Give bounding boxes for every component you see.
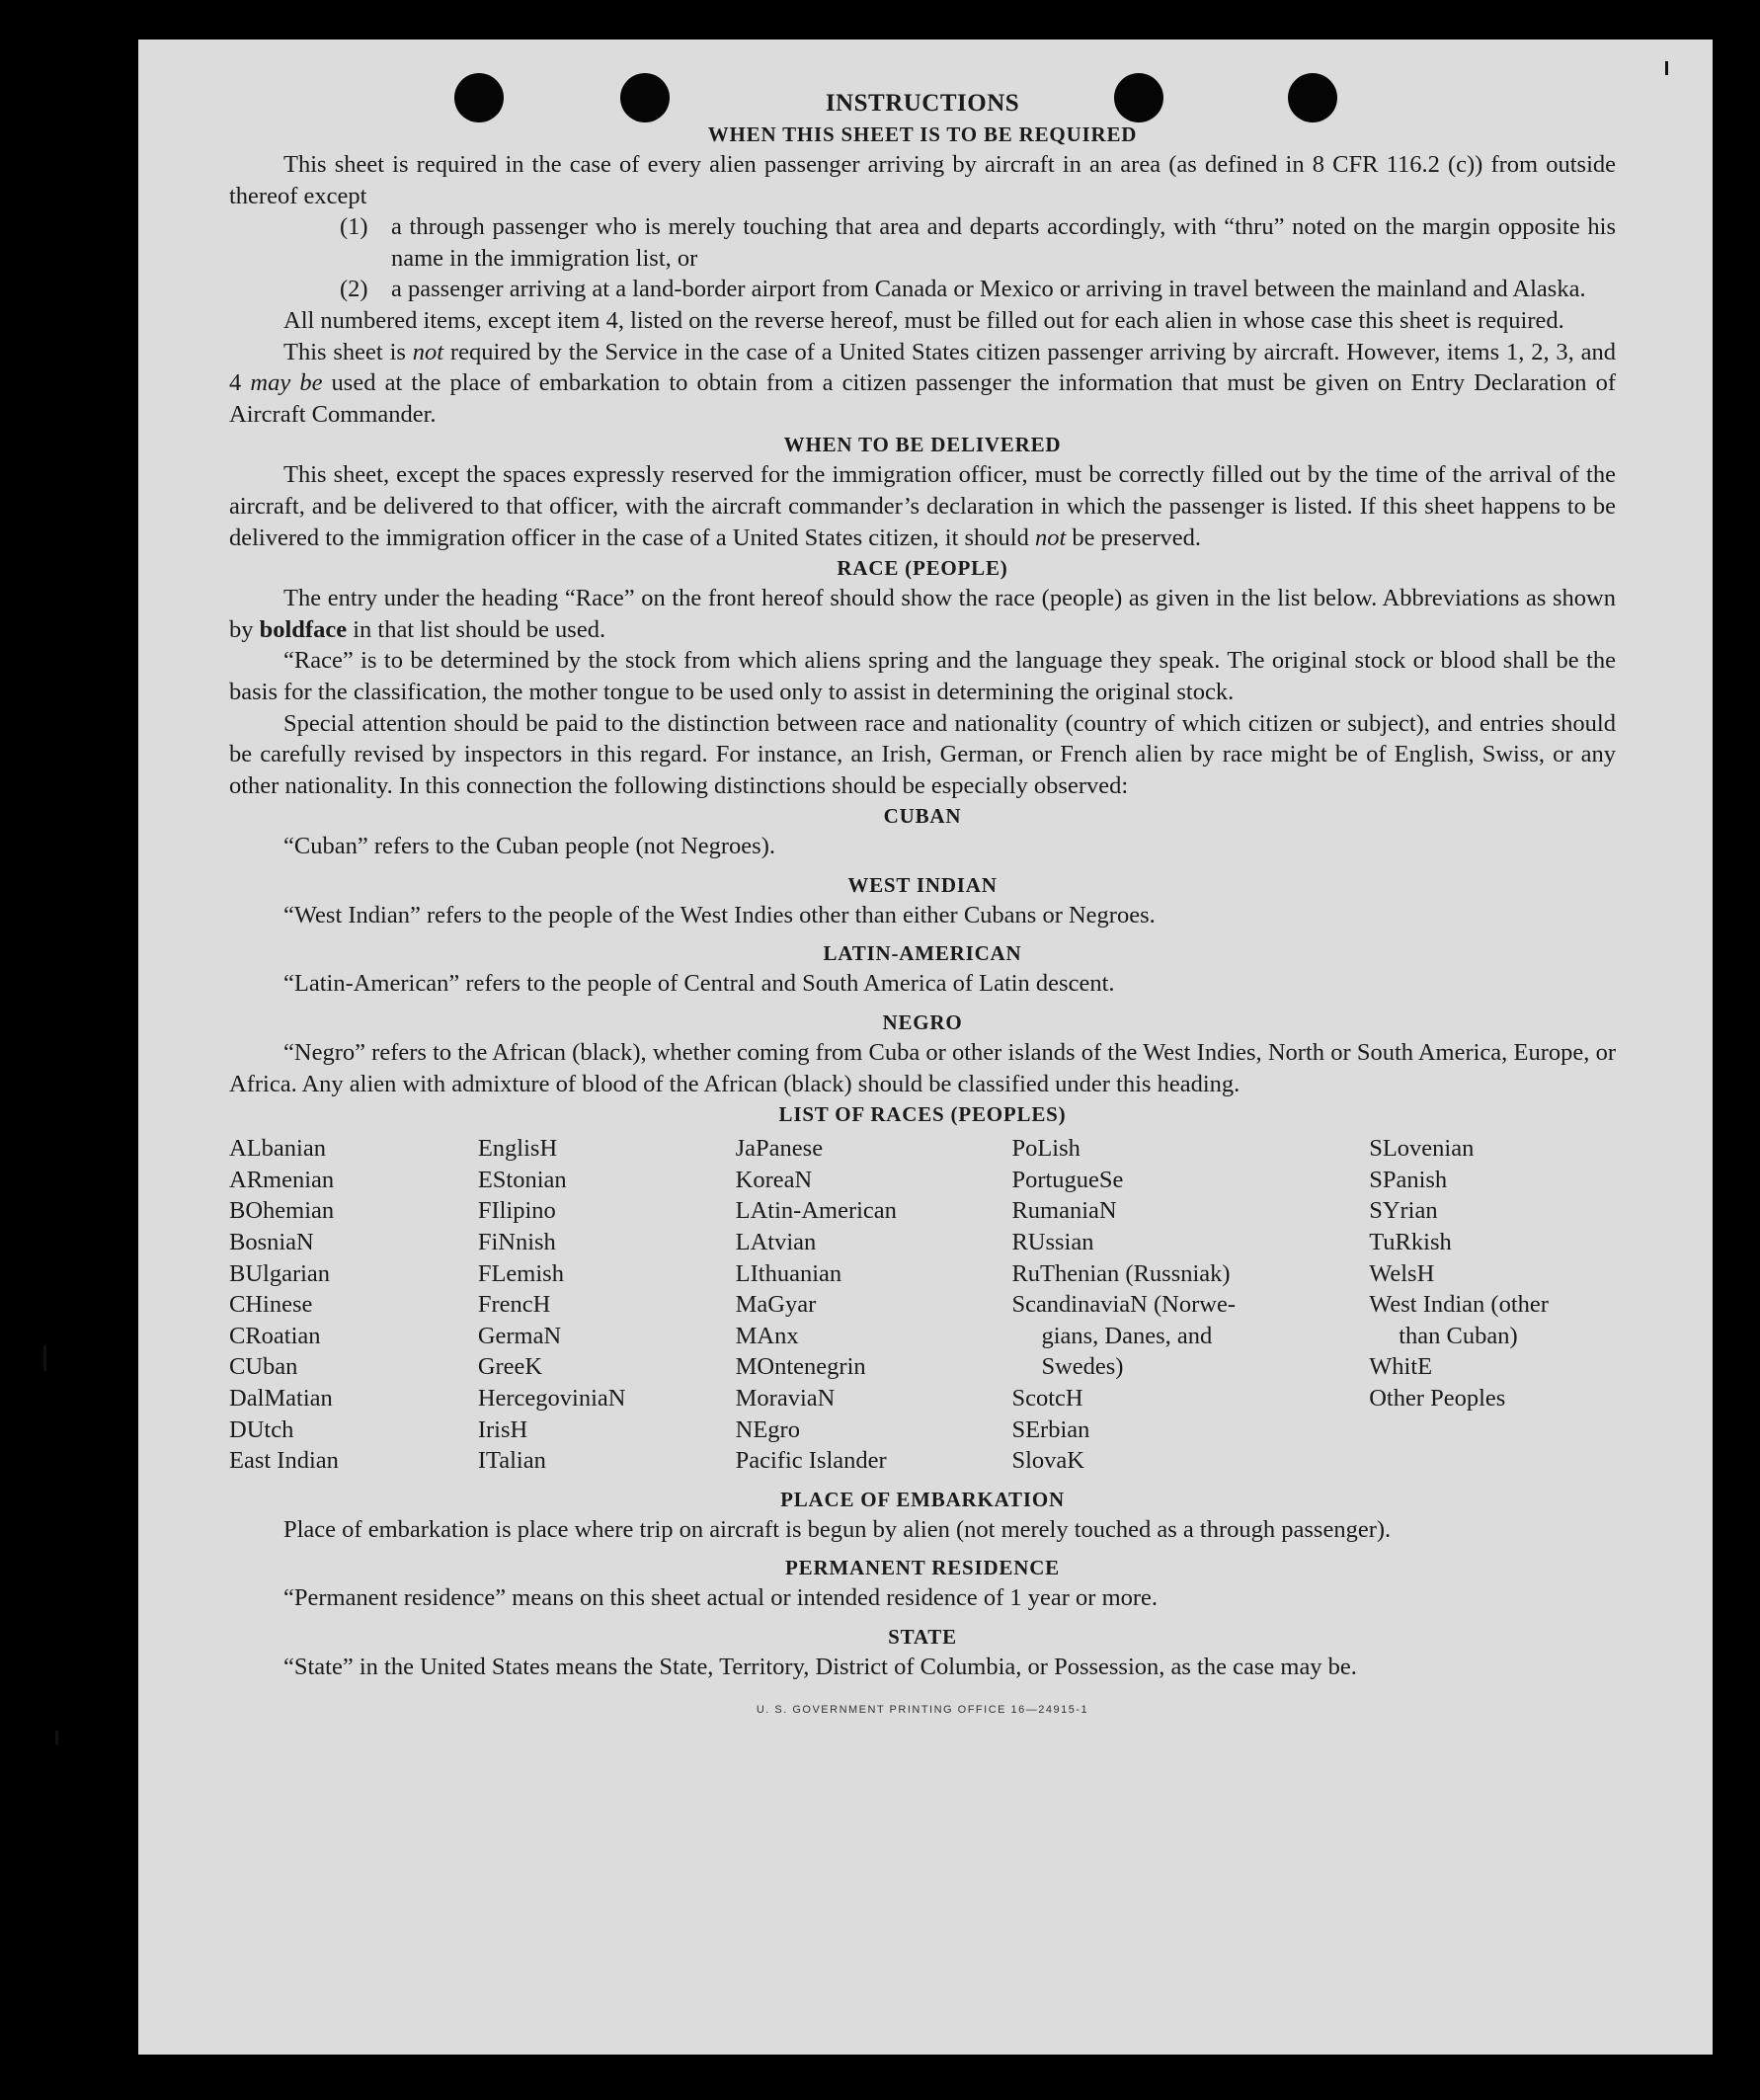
race-entry: EStonian [477,1166,567,1193]
heading-race: RACE (PEOPLE) [837,556,1008,581]
heading-west-indian: WEST INDIAN [847,872,998,897]
text-segment: This sheet, except the spaces expressly reserved for the immigration officer, must be correctly filled out by the time of the arrival of the aircraft, and be delivered to that officer, with the aircraft commander’s declaration in which the passenger is listed. If this sheet happens to be delivered to the immigration officer in the case of a United States citizen, it should [229,461,1616,551]
race-entry: IrisH [477,1415,528,1443]
emphasis: may be [250,369,323,397]
race-column [1369,1133,1616,1477]
race-column [1011,1133,1369,1477]
race-entry: East Indian [229,1447,339,1475]
document-sheet [138,40,1713,2055]
race-column [736,1133,1012,1477]
race-entry: gians, Danes, and [1041,1322,1213,1349]
race-entry: DalMatian [229,1385,333,1412]
paragraph-delivered [229,459,1616,553]
text-segment: This sheet is [283,338,413,365]
race-entry: SLovenian [1369,1135,1475,1163]
paragraph-latin-american: “Latin-American” refers to the people of Central and South America of Latin descent. [283,970,1115,998]
race-entry: SYrian [1369,1197,1438,1225]
race-entry: MoraviaN [735,1385,836,1412]
paragraph-race-1 [229,583,1616,645]
text-segment: The entry under the heading “Race” on the front hereof should show the race (people) as given in the list below. Abbreviations as shown by [229,585,1616,643]
bold-text: boldface [259,615,348,643]
heading-cuban: CUBAN [883,804,962,829]
race-column [478,1133,736,1477]
race-entry: TuRkish [1369,1229,1452,1256]
heading-negro: NEGRO [882,1010,963,1035]
race-entry: Pacific Islander [735,1447,887,1475]
printing-office-imprint: U. S. GOVERNMENT PRINTING OFFICE 16—24915-1 [756,1703,1089,1716]
race-entry: than Cuban) [1399,1322,1518,1349]
race-entry: LAtin-American [735,1197,897,1225]
race-entry: DUtch [229,1415,294,1443]
race-entry: JaPanese [735,1135,824,1163]
race-entry: Other Peoples [1369,1385,1506,1412]
paragraph-race-3: Special attention should be paid to the distinction between race and nationality (country of which citizen or subject), and entries should be carefully revised by inspectors in this regard. For instance, an Irish, German, or French alien by race might be of English, Swiss, or any other nationality. In this connection the following distinctions should be especially observed: [229,709,1616,799]
instructions-content [229,87,1616,1726]
paragraph-negro: “Negro” refers to the African (black), whether coming from Cuba or other islands of the West Indies, North or South America, Europe, or Africa. Any alien with admixture of blood of the African (black) should be classified under this heading. [229,1039,1616,1097]
race-entry: PortugueSe [1011,1166,1124,1193]
race-entry: Swedes) [1041,1353,1124,1381]
race-entry: CRoatian [229,1322,321,1349]
item-number: (1) [340,213,368,241]
race-entry: WelsH [1369,1259,1435,1287]
text-segment: used at the place of embarkation to obtain from a citizen passenger the information that must be given on Entry Declaration of Aircraft Commander. [229,369,1616,428]
paragraph-race-2: “Race” is to be determined by the stock from which aliens spring and the language they speak. The original stock or blood shall be the basis for the classification, the mother tongue to be used only to assist in determining the original stock. [229,647,1616,705]
race-entry: FrencH [477,1291,551,1319]
heading-required: WHEN THIS SHEET IS TO BE REQUIRED [707,122,1138,146]
paragraph-state: “State” in the United States means the State, Territory, District of Columbia, or Possession, as the case may be. [283,1653,1357,1680]
paragraph-cuban: “Cuban” refers to the Cuban people (not Negroes). [283,833,775,860]
paragraph-residence: “Permanent residence” means on this sheet actual or intended residence of 1 year or more. [283,1584,1159,1612]
race-entry: BosniaN [229,1229,314,1256]
item-number: (2) [340,276,368,303]
race-entry: BOhemian [229,1197,335,1225]
race-entry: WhitE [1369,1353,1433,1381]
race-entry: SlovaK [1011,1447,1084,1475]
race-entry: ALbanian [229,1135,326,1163]
race-entry: GreeK [477,1353,543,1381]
race-list [229,1133,1616,1477]
text-segment: be preserved. [1066,524,1202,551]
race-entry: PoLish [1011,1135,1080,1163]
heading-latin-american: LATIN-AMERICAN [823,941,1022,966]
list-item [340,274,1616,305]
race-entry: CHinese [229,1291,313,1319]
race-entry: RuThenian (Russniak) [1011,1259,1231,1287]
item-text: a through passenger who is merely touching that area and departs accordingly, with “thru” noted on the margin opposite his name in the immigration list, or [391,213,1616,272]
race-entry: SErbian [1011,1415,1090,1443]
race-entry: RUssian [1011,1229,1094,1256]
race-entry: FIlipino [477,1197,556,1225]
race-entry: MaGyar [735,1291,817,1319]
paragraph-numbered-items: All numbered items, except item 4, listed on the reverse hereof, must be filled out for each alien in whose case this sheet is required. [283,306,1564,334]
heading-state: STATE [888,1624,957,1649]
race-entry: FiNnish [477,1229,556,1256]
paragraph-west-indian: “West Indian” refers to the people of the West Indies other than either Cubans or Negroes. [283,901,1156,929]
race-entry: West Indian (other [1369,1291,1549,1319]
race-entry: LIthuanian [735,1259,842,1287]
race-entry: HercegoviniaN [477,1385,626,1412]
paragraph-embarkation: Place of embarkation is place where trip on aircraft is begun by alien (not merely touched as a through passenger). [283,1515,1392,1543]
heading-embarkation: PLACE OF EMBARKATION [780,1487,1065,1511]
race-entry: FLemish [477,1259,564,1287]
heading-list-of-races: LIST OF RACES (PEOPLES) [778,1102,1067,1127]
race-entry: BUlgarian [229,1259,331,1287]
heading-residence: PERMANENT RESIDENCE [785,1556,1060,1580]
race-entry: EnglisH [477,1135,558,1163]
text-segment: in that list should be used. [347,615,606,643]
text-segment: required by the Service in the case of a United States citizen passenger arriving by aircraft. However, items 1, 2, 3, and 4 [229,338,1616,397]
list-item [340,211,1616,274]
heading-delivered: WHEN TO BE DELIVERED [783,433,1062,457]
emphasis: not [1034,524,1067,551]
race-entry: ARmenian [229,1166,335,1193]
race-entry: GermaN [477,1322,562,1349]
race-entry: KoreaN [735,1166,813,1193]
scan-mark [43,1345,46,1371]
scan-mark [1665,61,1668,75]
race-entry: RumaniaN [1011,1197,1117,1225]
race-entry: ITalian [477,1447,546,1475]
page-title: INSTRUCTIONS [825,90,1020,117]
race-entry: MOntenegrin [735,1353,866,1381]
emphasis: not [412,338,444,365]
race-entry: MAnx [735,1322,799,1349]
paragraph-citizen [229,337,1616,431]
item-text: a passenger arriving at a land-border airport from Canada or Mexico or arriving in travel between the mainland and Alaska. [391,276,1586,303]
race-entry: SPanish [1369,1166,1448,1193]
paragraph-required: This sheet is required in the case of every alien passenger arriving by aircraft in an area (as defined in 8 CFR 116.2 (c)) from outside thereof except [229,151,1616,209]
race-entry: ScandinaviaN (Norwe- [1011,1291,1236,1319]
race-entry: CUban [229,1353,298,1381]
race-entry: ScotcH [1011,1385,1083,1412]
race-entry: NEgro [735,1415,800,1443]
race-entry: LAtvian [735,1229,817,1256]
scan-mark [55,1731,58,1744]
race-column [229,1133,478,1477]
